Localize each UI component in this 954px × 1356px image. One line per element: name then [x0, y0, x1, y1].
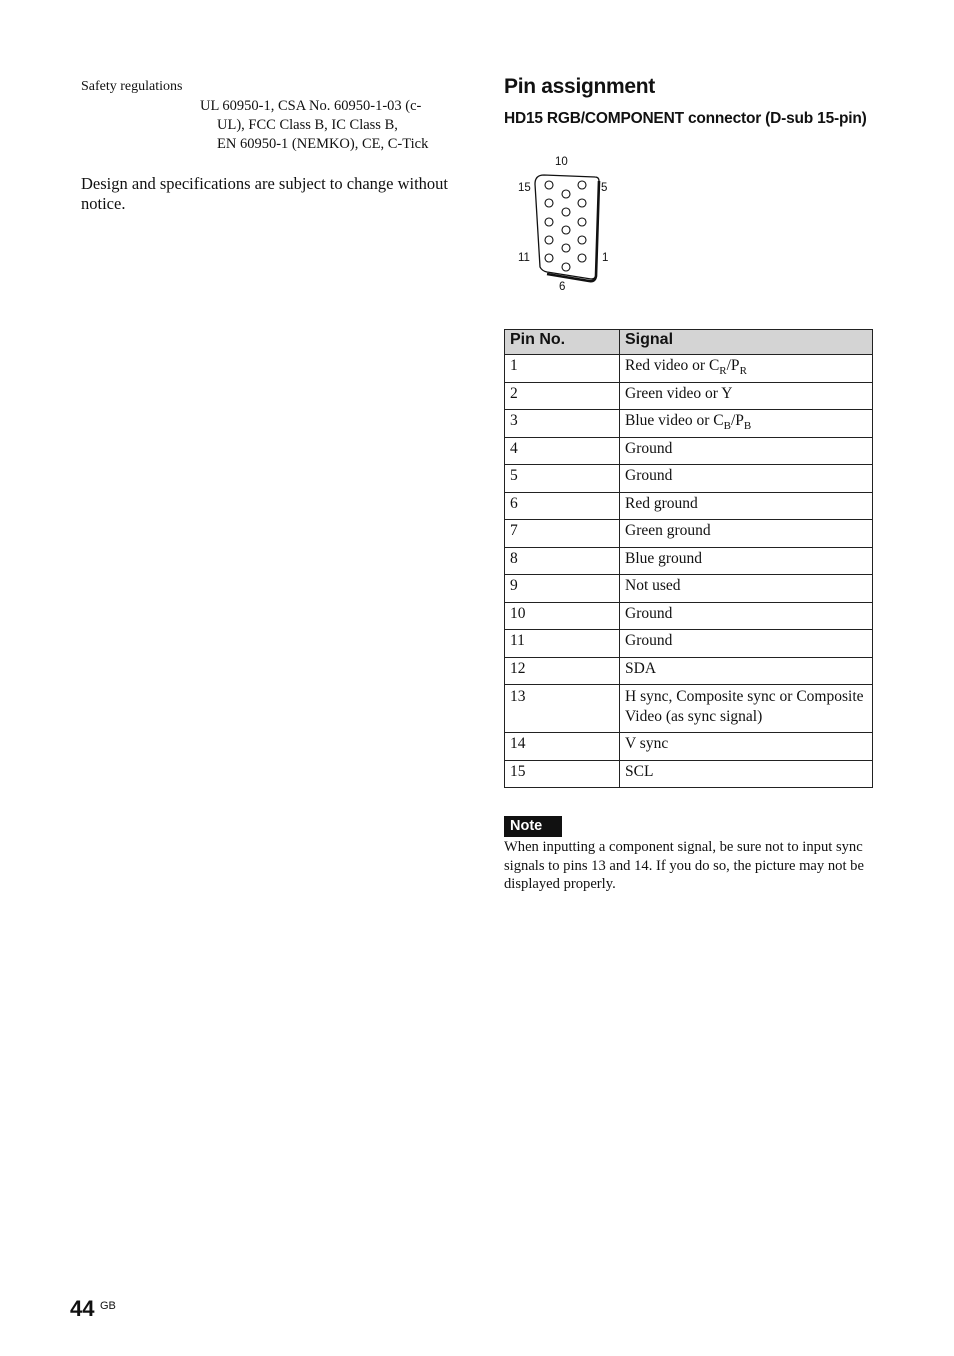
- pin-label-6: 6: [559, 281, 566, 293]
- table-row: [505, 355, 873, 383]
- pin-number: 11: [505, 630, 620, 658]
- note-badge: Note: [504, 816, 562, 837]
- page-number: 44: [70, 1296, 95, 1321]
- pin-number: 8: [505, 547, 620, 575]
- table-row: [505, 465, 873, 493]
- table-row: [505, 410, 873, 438]
- table-row: [505, 760, 873, 788]
- page-title: Pin assignment: [504, 75, 656, 98]
- pin-signal: Ground: [620, 437, 873, 465]
- safety-line: EN 60950-1 (NEMKO), CE, C-Tick: [217, 136, 429, 152]
- pin-number: 14: [505, 733, 620, 761]
- pin-signal: Ground: [620, 602, 873, 630]
- pin-number: 10: [505, 602, 620, 630]
- table-row: [505, 492, 873, 520]
- pin-signal: Ground: [620, 465, 873, 493]
- signal-text: /P: [730, 412, 744, 429]
- connector-shell-shadow: [547, 181, 599, 281]
- pin-number: 15: [505, 760, 620, 788]
- safety-regulations-label: Safety regulations: [81, 79, 183, 94]
- column-header-pin: Pin No.: [505, 330, 620, 355]
- pin-signal: SCL: [620, 760, 873, 788]
- pin-signal: [620, 410, 873, 438]
- pin-label-15: 15: [518, 182, 531, 194]
- pin-label-10: 10: [555, 156, 568, 168]
- pin-label-5: 5: [601, 182, 608, 194]
- connector-pins: [545, 181, 586, 271]
- safety-line: UL 60950-1, CSA No. 60950-1-03 (c-: [200, 98, 422, 114]
- table-row: [505, 520, 873, 548]
- table-row: [505, 657, 873, 685]
- table-row: [505, 547, 873, 575]
- pin-signal: [620, 355, 873, 383]
- safety-line: UL), FCC Class B, IC Class B,: [217, 117, 398, 133]
- pin-number: 13: [505, 685, 620, 733]
- pin-number: 5: [505, 465, 620, 493]
- pin-signal: Ground: [620, 630, 873, 658]
- pin-label-1: 1: [602, 252, 609, 264]
- pin-number: 6: [505, 492, 620, 520]
- d-sub-connector-diagram: [500, 150, 620, 300]
- table-row: [505, 382, 873, 410]
- pin-signal: Not used: [620, 575, 873, 603]
- pin-signal: V sync: [620, 733, 873, 761]
- signal-text: Blue video or C: [625, 412, 724, 429]
- table-row: [505, 733, 873, 761]
- safety-regulations-values: [200, 97, 450, 154]
- table-row: [505, 575, 873, 603]
- pin-number: 1: [505, 355, 620, 383]
- pin-signal: Green video or Y: [620, 382, 873, 410]
- signal-text: Red video or C: [625, 357, 720, 374]
- pin-number: 7: [505, 520, 620, 548]
- pin-signal: SDA: [620, 657, 873, 685]
- note-text: When inputting a component signal, be sure not to input sync signals to pins 13 and 14. If you do so, the picture may not be displayed properly.: [504, 839, 864, 892]
- pin-number: 3: [505, 410, 620, 438]
- signal-subscript: R: [739, 365, 747, 377]
- pin-signal: Blue ground: [620, 547, 873, 575]
- specifications-disclaimer: Design and specifications are subject to change without notice.: [81, 174, 449, 213]
- connector-heading: HD15 RGB/COMPONENT connector (D-sub 15-pin): [504, 110, 867, 127]
- table-header-row: [505, 330, 873, 355]
- pin-label-11: 11: [518, 252, 530, 264]
- signal-subscript: R: [719, 365, 727, 377]
- pin-number: 4: [505, 437, 620, 465]
- column-header-signal: Signal: [620, 330, 873, 355]
- table-row: [505, 437, 873, 465]
- page-region-code: GB: [100, 1300, 116, 1312]
- pin-signal: Red ground: [620, 492, 873, 520]
- pin-signal: H sync, Composite sync or Composite Video (as sync signal): [620, 685, 873, 733]
- table-row: [505, 630, 873, 658]
- pin-number: 9: [505, 575, 620, 603]
- table-row: [505, 685, 873, 733]
- pin-number: 2: [505, 382, 620, 410]
- signal-text: /P: [726, 357, 740, 374]
- signal-subscript: B: [743, 420, 752, 432]
- pin-number: 12: [505, 657, 620, 685]
- signal-subscript: B: [723, 420, 731, 432]
- pin-signal: Green ground: [620, 520, 873, 548]
- table-row: [505, 602, 873, 630]
- pin-assignment-table: [504, 329, 873, 788]
